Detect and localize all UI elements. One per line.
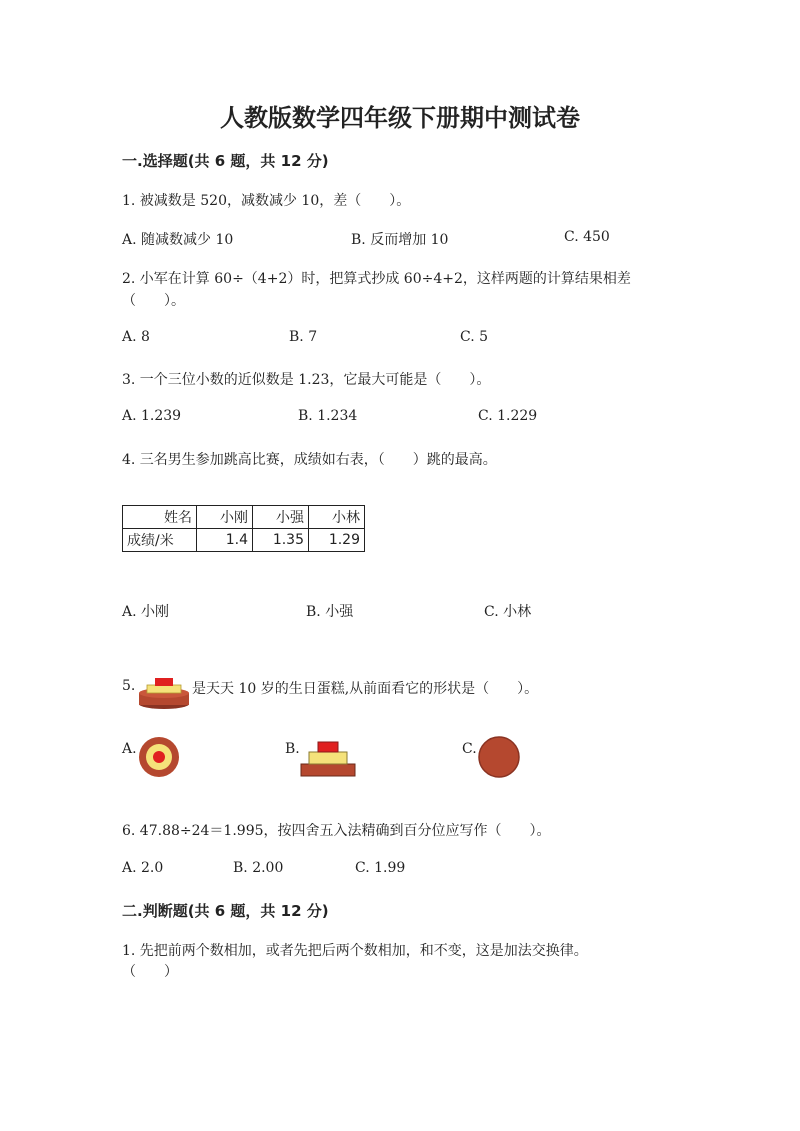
section-heading-judgement: 二.判断题(共 6 题，共 12 分): [122, 902, 329, 920]
question-2-text-line1: 2. 小军在计算 60÷（4+2）时，把算式抄成 60÷4+2，这样两题的计算结果相差: [122, 271, 631, 287]
question-6-text: 6. 47.88÷24＝1.995，按四舍五入法精确到百分位应写作（ ）。: [122, 823, 551, 839]
question-4-option-a: A. 小刚: [122, 604, 170, 620]
table-cell: 1.35: [253, 529, 309, 552]
question-5-number: 5.: [122, 678, 136, 694]
judgement-1-text-line2: （ ）: [122, 964, 178, 980]
question-6-option-c: C. 1.99: [355, 860, 406, 876]
cake-front-view-icon: [300, 740, 356, 777]
question-2-text-line2: （ ）。: [122, 293, 185, 309]
table-cell: 1.29: [309, 529, 365, 552]
question-6-option-b: B. 2.00: [233, 860, 284, 876]
question-3-text: 3. 一个三位小数的近似数是 1.23，它最大可能是（ ）。: [122, 372, 491, 388]
cake-top-view-icon: [138, 736, 180, 778]
question-2-option-c: C. 5: [460, 329, 489, 345]
question-6-option-a: A. 2.0: [122, 860, 164, 876]
question-1-option-b: B. 反而增加 10: [351, 232, 449, 248]
birthday-cake-icon: [137, 675, 191, 715]
table-row: [123, 529, 365, 552]
question-3-option-b: B. 1.234: [298, 408, 358, 424]
table-row: [123, 506, 365, 529]
table-cell: 1.4: [197, 529, 253, 552]
question-5-option-b: B.: [285, 741, 300, 757]
table-header-cell: 小林: [309, 506, 365, 529]
score-table: [122, 505, 365, 552]
judgement-1-text-line1: 1. 先把前两个数相加，或者先把后两个数相加，和不变，这是加法交换律。: [122, 943, 588, 959]
question-1-option-a: A. 随减数减少 10: [122, 232, 234, 248]
question-5-option-c: C.: [462, 741, 477, 757]
question-4-option-c: C. 小林: [484, 604, 532, 620]
table-header-cell: 小刚: [197, 506, 253, 529]
question-2-option-a: A. 8: [122, 329, 150, 345]
question-1-text: 1. 被减数是 520，减数减少 10，差（ ）。: [122, 193, 411, 209]
question-5-text: 是天天 10 岁的生日蛋糕,从前面看它的形状是（ ）。: [192, 681, 539, 697]
question-5-option-a: A.: [122, 741, 137, 757]
question-1-option-c: C. 450: [564, 229, 610, 245]
question-3-option-a: A. 1.239: [122, 408, 182, 424]
question-2-option-b: B. 7: [289, 329, 318, 345]
question-3-option-c: C. 1.229: [478, 408, 538, 424]
table-row-label: 成绩/米: [123, 529, 197, 552]
cake-circle-view-icon: [477, 735, 521, 779]
question-4-option-b: B. 小强: [306, 604, 354, 620]
question-4-text: 4. 三名男生参加跳高比赛，成绩如右表，（ ）跳的最高。: [122, 452, 497, 468]
section-heading-choice: 一.选择题(共 6 题，共 12 分): [122, 152, 329, 170]
table-header-cell: 姓名: [123, 506, 197, 529]
table-header-cell: 小强: [253, 506, 309, 529]
page-title: 人教版数学四年级下册期中测试卷: [220, 103, 580, 132]
